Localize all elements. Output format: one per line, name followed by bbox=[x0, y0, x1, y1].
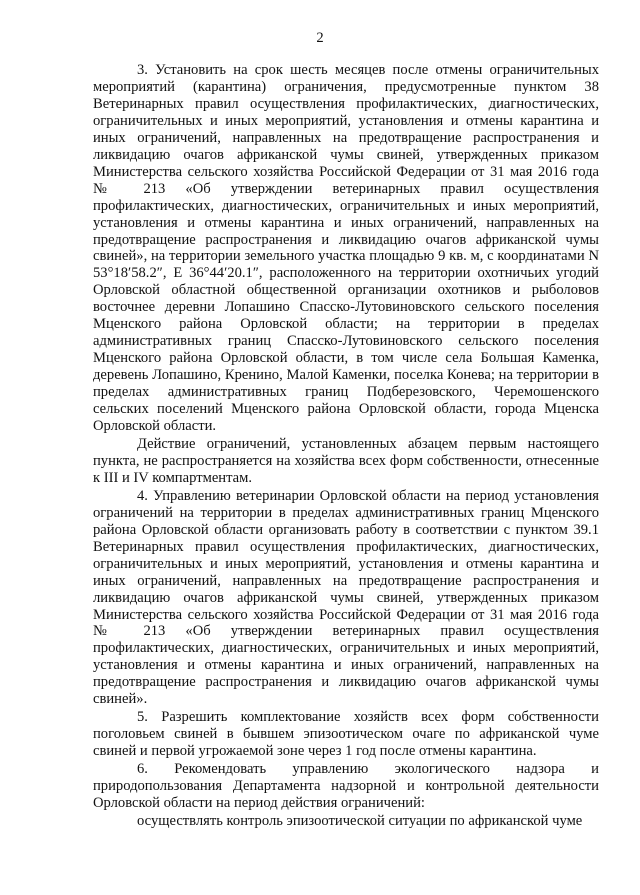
paragraph-item-5: 5. Разрешить комплектование хозяйств всех форм собственности поголовьем свиней в бывшем эпизоотическом очаге по африканской чуме свиней и первой угрожаемой зоне через 1 год после отмены карантина. bbox=[93, 709, 599, 760]
paragraph-item-3: 3. Установить на срок шесть месяцев после отмены ограничительных мероприятий (карантина) ограничения, предусмотренные пунктом 38 Ветеринарных правил осуществления профилактических, диагностических, ограничительных и иных мероприятий, установления и отмены карантина и иных ограничений, направленных на предотвращение распространения и ликвидацию очагов африканской чумы свиней, утвержденных приказом Министерства сельского хозяйства Российской Федерации от 31 мая 2016 года № 213 «Об утверждении ветеринарных правил осуществления профилактических, диагностических, ограничительных и иных мероприятий, установления и отмены карантина и иных ограничений, направленных на предотвращение распространения и ликвидацию очагов африканской чумы свиней», на территории земельного участка площадью 9 кв. м, с координатами N 53°18′58.2″, E 36°44′20.1″, расположенного на территории охотничьих угодий Орловской областной общественной организации охотников и рыболовов восточнее деревни Лопашино Спасско-Лутовиновского сельского поселения Мценского района Орловской области; на территории в пределах административных границ Спасско-Лутовиновского сельского поселения Мценского района Орловской области, в том числе села Большая Каменка, деревень Лопашино, Кренино, Малой Каменки, поселка Конева; на территории в пределах административных границ Подберезовского, Черемошенского сельских поселений Мценского района Орловской области, города Мценска Орловской области. bbox=[93, 62, 599, 435]
document-body bbox=[93, 62, 599, 830]
paragraph-item-3-exception: Действие ограничений, установленных абзацем первым настоящего пункта, не распространяется на хозяйства всех форм собственности, отнесенные к III и IV компартментам. bbox=[93, 435, 599, 486]
paragraph-item-6: 6. Рекомендовать управлению экологического надзора и природопользования Департамента надзорной и контрольной деятельности Орловской области на период действия ограничений: bbox=[93, 761, 599, 811]
page-number: 2 bbox=[316, 30, 324, 46]
paragraph-item-4: 4. Управлению ветеринарии Орловской области на период установления ограничений на территории в пределах административных границ Мценского района Орловской области организовать работу в соответствии с пунктом 39.1 Ветеринарных правил осуществления профилактических, диагностических, ограничительных и иных мероприятий, установления и отмены карантина и иных ограничений, направленных на предотвращение распространения и ликвидацию очагов африканской чумы свиней, утвержденных приказом Министерства сельского хозяйства Российской Федерации от 31 мая 2016 года № 213 «Об утверждении ветеринарных правил осуществления профилактических, диагностических, ограничительных и иных мероприятий, установления и отмены карантина и иных ограничений, направленных на предотвращение распространения и ликвидацию очагов африканской чумы свиней». bbox=[93, 487, 599, 708]
paragraph-item-6-continuation: осуществлять контроль эпизоотической ситуации по африканской чуме bbox=[137, 812, 583, 829]
